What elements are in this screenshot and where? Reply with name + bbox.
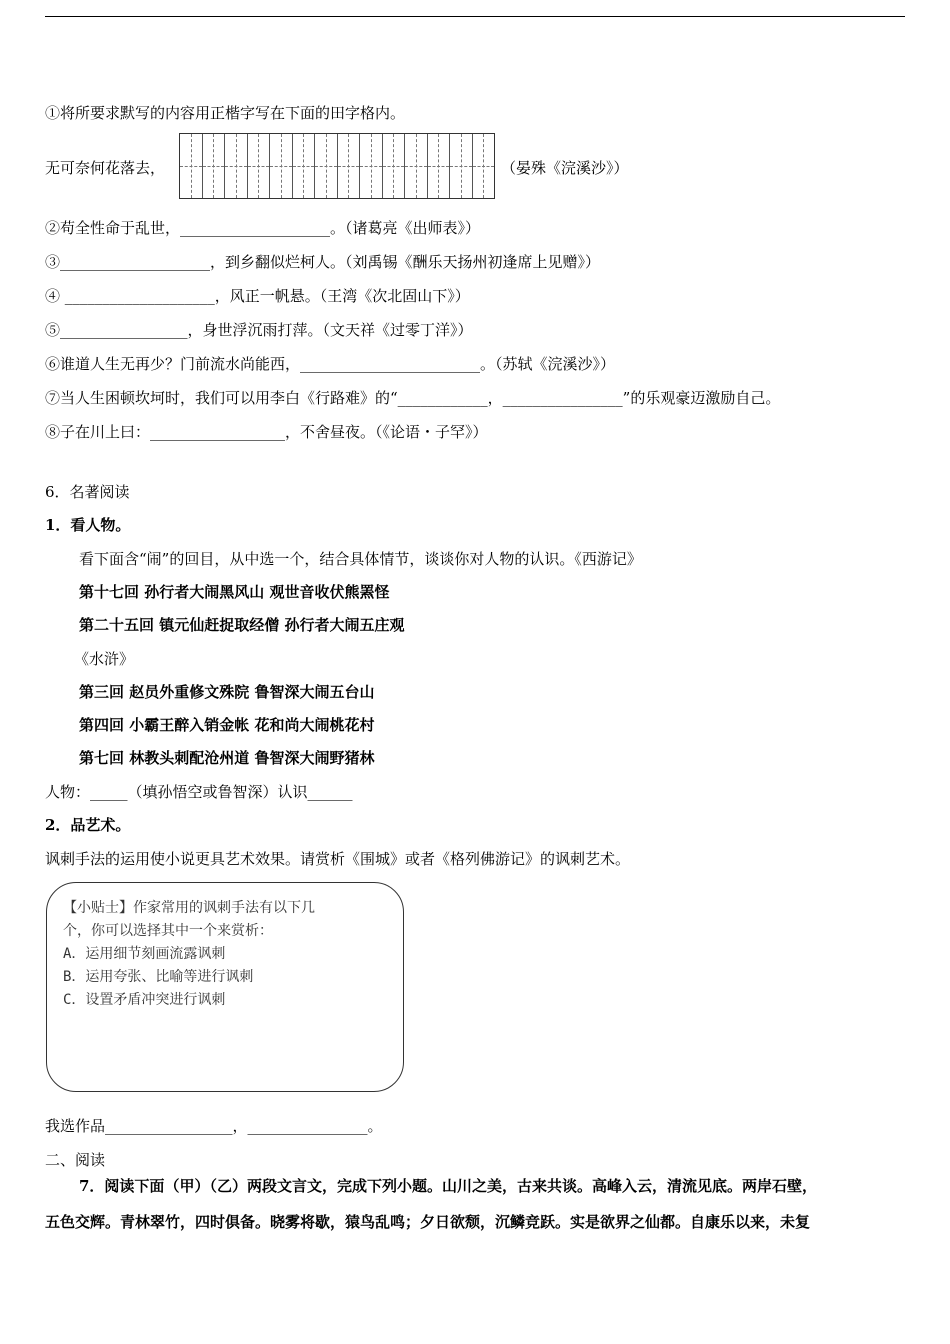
xiyou-chapter: 第十七回 孙行者大闹黑风山 观世音收伏熊罴怪: [79, 583, 390, 601]
grid-cell[interactable]: [315, 134, 338, 198]
grid-cell[interactable]: [450, 134, 473, 198]
grid-cell[interactable]: [270, 134, 293, 198]
para-line: 五色交辉。青林翠竹，四时俱备。晓雾将歇，猿鸟乱鸣；夕日欲颓，沉鳞竞跃。实是欲界之仙都。自康乐以来，未复: [45, 1213, 811, 1231]
tip-line: 【小贴士】作家常用的讽刺手法有以下几: [63, 900, 315, 916]
grid-cell[interactable]: [360, 134, 383, 198]
tip-line: 个，你可以选择其中一个来赏析：: [63, 923, 273, 939]
grid-cell[interactable]: [180, 134, 203, 198]
grid-cell[interactable]: [383, 134, 406, 198]
item-5: ⑤_________________，身世浮沉雨打萍。（文天祥《过零丁洋》）: [45, 321, 473, 339]
xiyou-chapter: 第二十五回 镇元仙赶捉取经僧 孙行者大闹五庄观: [79, 616, 405, 634]
q1-text: 看下面含“闹”的回目，从中选一个，结合具体情节，谈谈你对人物的认识。《西游记》: [79, 550, 642, 568]
item-2: ②苟全性命于乱世，____________________。（诸葛亮《出师表》）: [45, 219, 481, 237]
tianzige-grid[interactable]: [179, 133, 495, 199]
tip-line: A．运用细节刻画流露讽刺: [63, 946, 226, 962]
person-line: 人物：_____（填孙悟空或鲁智深）认识______: [45, 783, 353, 801]
grid-cell[interactable]: [225, 134, 248, 198]
q2-text: 讽刺手法的运用使小说更具艺术效果。请赏析《围城》或者《格列佛游记》的讽刺艺术。: [45, 850, 631, 868]
item-3: ③____________________，到乡翻似烂柯人。（刘禹锡《酬乐天扬州初逢席上见赠》）: [45, 253, 601, 271]
grid-cell[interactable]: [428, 134, 451, 198]
grid-suffix: （晏殊《浣溪沙》）: [501, 159, 629, 177]
shuihu-chapter: 第三回 赵员外重修文殊院 鲁智深大闹五台山: [79, 683, 375, 701]
header-rule: [45, 16, 905, 17]
grid-cell[interactable]: [405, 134, 428, 198]
choose-line: 我选作品_________________，________________。: [45, 1117, 383, 1135]
shuihu-chapter: 第四回 小霸王醉入销金帐 花和尚大闹桃花村: [79, 716, 375, 734]
grid-cell[interactable]: [203, 134, 226, 198]
item-7: ⑦当人生困顿坎坷时，我们可以用李白《行路难》的“____________，________________”的乐观豪迈激励自己。: [45, 389, 781, 407]
section6-title: 6．名著阅读: [45, 483, 130, 501]
item-6: ⑥谁道人生无再少？门前流水尚能西，________________________。（苏轼《浣溪沙》）: [45, 355, 616, 373]
grid-cell[interactable]: [473, 134, 495, 198]
grid-prefix: 无可奈何花落去，: [45, 159, 166, 177]
shuihu-title: 《水浒》: [74, 650, 135, 668]
item-4: ④ ____________________，风正一帆悬。（王湾《次北固山下》）: [45, 287, 470, 305]
shuihu-chapter: 第七回 林教头刺配沧州道 鲁智深大闹野猪林: [79, 749, 375, 767]
grid-cell[interactable]: [248, 134, 271, 198]
para-line: 7．阅读下面（甲）（乙）两段文言文，完成下列小题。山川之美，古来共谈。高峰入云，清流见底。两岸石壁，: [79, 1177, 817, 1195]
q1-heading: 1．看人物。: [45, 516, 131, 534]
tip-line: B．运用夸张、比喻等进行讽刺: [63, 969, 254, 985]
section2-title: 二、阅读: [45, 1151, 106, 1169]
item-8: ⑧子在川上曰：__________________，不舍昼夜。（《论语・子罕》）: [45, 423, 488, 441]
tip-box: [46, 882, 404, 1092]
instruction: ①将所要求默写的内容用正楷字写在下面的田字格内。: [45, 104, 406, 122]
grid-cell[interactable]: [338, 134, 361, 198]
tip-line: C．设置矛盾冲突进行讽刺: [63, 992, 226, 1008]
q2-heading: 2．品艺术。: [45, 816, 131, 834]
grid-cell[interactable]: [293, 134, 316, 198]
